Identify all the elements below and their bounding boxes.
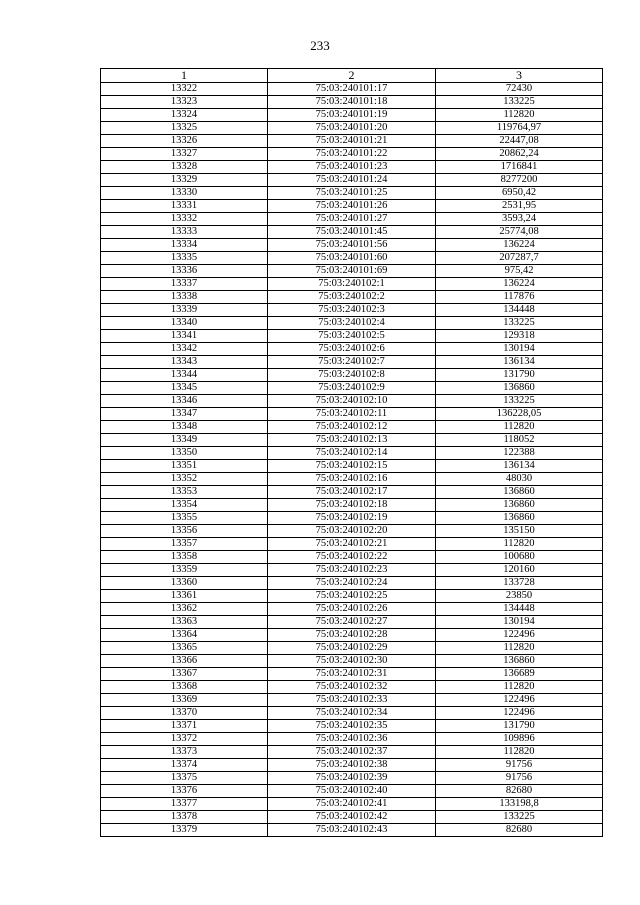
value-cell: 136134 [436, 356, 603, 369]
value-cell: 133198,8 [436, 798, 603, 811]
value-cell: 2531,95 [436, 200, 603, 213]
row-number-cell: 13336 [101, 265, 268, 278]
cadastral-number-cell: 75:03:240102:40 [268, 785, 436, 798]
table-row [101, 265, 603, 278]
row-number-cell: 13378 [101, 811, 268, 824]
row-number-cell: 13340 [101, 317, 268, 330]
table-row [101, 200, 603, 213]
value-cell: 131790 [436, 369, 603, 382]
value-cell: 136228,05 [436, 408, 603, 421]
cadastral-number-cell: 75:03:240102:29 [268, 642, 436, 655]
cadastral-number-cell: 75:03:240101:25 [268, 187, 436, 200]
value-cell: 133225 [436, 395, 603, 408]
row-number-cell: 13327 [101, 148, 268, 161]
table-row [101, 96, 603, 109]
table-row [101, 135, 603, 148]
table-row [101, 447, 603, 460]
table-row [101, 499, 603, 512]
row-number-cell: 13323 [101, 96, 268, 109]
data-table [100, 68, 603, 837]
cadastral-number-cell: 75:03:240101:45 [268, 226, 436, 239]
value-cell: 82680 [436, 785, 603, 798]
cadastral-number-cell: 75:03:240102:6 [268, 343, 436, 356]
row-number-cell: 13325 [101, 122, 268, 135]
table-row [101, 187, 603, 200]
row-number-cell: 13370 [101, 707, 268, 720]
cadastral-number-cell: 75:03:240102:37 [268, 746, 436, 759]
row-number-cell: 13368 [101, 681, 268, 694]
row-number-cell: 13334 [101, 239, 268, 252]
value-cell: 135150 [436, 525, 603, 538]
row-number-cell: 13376 [101, 785, 268, 798]
table-row [101, 460, 603, 473]
value-cell: 129318 [436, 330, 603, 343]
cadastral-number-cell: 75:03:240102:13 [268, 434, 436, 447]
row-number-cell: 13374 [101, 759, 268, 772]
row-number-cell: 13333 [101, 226, 268, 239]
row-number-cell: 13357 [101, 538, 268, 551]
cadastral-number-cell: 75:03:240102:1 [268, 278, 436, 291]
header-col-3: 3 [436, 69, 603, 83]
table-row [101, 772, 603, 785]
value-cell: 133225 [436, 317, 603, 330]
row-number-cell: 13371 [101, 720, 268, 733]
value-cell: 23850 [436, 590, 603, 603]
cadastral-number-cell: 75:03:240102:22 [268, 551, 436, 564]
cadastral-number-cell: 75:03:240102:9 [268, 382, 436, 395]
value-cell: 118052 [436, 434, 603, 447]
value-cell: 122496 [436, 707, 603, 720]
row-number-cell: 13335 [101, 252, 268, 265]
cadastral-number-cell: 75:03:240102:38 [268, 759, 436, 772]
cadastral-number-cell: 75:03:240101:60 [268, 252, 436, 265]
row-number-cell: 13359 [101, 564, 268, 577]
cadastral-number-cell: 75:03:240102:18 [268, 499, 436, 512]
value-cell: 122388 [436, 447, 603, 460]
cadastral-number-cell: 75:03:240101:24 [268, 174, 436, 187]
cadastral-number-cell: 75:03:240102:32 [268, 681, 436, 694]
row-number-cell: 13322 [101, 83, 268, 96]
table-row [101, 252, 603, 265]
table-row [101, 83, 603, 96]
row-number-cell: 13366 [101, 655, 268, 668]
cadastral-number-cell: 75:03:240102:15 [268, 460, 436, 473]
table-row [101, 369, 603, 382]
cadastral-number-cell: 75:03:240102:25 [268, 590, 436, 603]
table-row [101, 226, 603, 239]
value-cell: 25774,08 [436, 226, 603, 239]
row-number-cell: 13338 [101, 291, 268, 304]
table-row [101, 278, 603, 291]
value-cell: 136134 [436, 460, 603, 473]
value-cell: 136860 [436, 655, 603, 668]
cadastral-number-cell: 75:03:240102:7 [268, 356, 436, 369]
cadastral-number-cell: 75:03:240102:8 [268, 369, 436, 382]
row-number-cell: 13331 [101, 200, 268, 213]
table-row [101, 538, 603, 551]
table-row [101, 642, 603, 655]
table-row [101, 395, 603, 408]
table-row [101, 694, 603, 707]
table-row [101, 343, 603, 356]
cadastral-number-cell: 75:03:240102:31 [268, 668, 436, 681]
value-cell: 133225 [436, 96, 603, 109]
value-cell: 136860 [436, 512, 603, 525]
table-row [101, 421, 603, 434]
row-number-cell: 13341 [101, 330, 268, 343]
value-cell: 130194 [436, 616, 603, 629]
row-number-cell: 13343 [101, 356, 268, 369]
value-cell: 22447,08 [436, 135, 603, 148]
value-cell: 136689 [436, 668, 603, 681]
row-number-cell: 13363 [101, 616, 268, 629]
cadastral-number-cell: 75:03:240101:23 [268, 161, 436, 174]
cadastral-number-cell: 75:03:240102:21 [268, 538, 436, 551]
table-row [101, 603, 603, 616]
value-cell: 112820 [436, 746, 603, 759]
row-number-cell: 13372 [101, 733, 268, 746]
row-number-cell: 13332 [101, 213, 268, 226]
value-cell: 8277200 [436, 174, 603, 187]
cadastral-number-cell: 75:03:240102:27 [268, 616, 436, 629]
cadastral-number-cell: 75:03:240101:69 [268, 265, 436, 278]
cadastral-number-cell: 75:03:240101:19 [268, 109, 436, 122]
cadastral-number-cell: 75:03:240102:12 [268, 421, 436, 434]
row-number-cell: 13353 [101, 486, 268, 499]
value-cell: 122496 [436, 694, 603, 707]
row-number-cell: 13356 [101, 525, 268, 538]
cadastral-number-cell: 75:03:240101:21 [268, 135, 436, 148]
table-row [101, 746, 603, 759]
cadastral-number-cell: 75:03:240101:27 [268, 213, 436, 226]
cadastral-number-cell: 75:03:240102:36 [268, 733, 436, 746]
row-number-cell: 13355 [101, 512, 268, 525]
value-cell: 975,42 [436, 265, 603, 278]
table-row [101, 655, 603, 668]
value-cell: 112820 [436, 109, 603, 122]
row-number-cell: 13345 [101, 382, 268, 395]
cadastral-number-cell: 75:03:240102:2 [268, 291, 436, 304]
table-row [101, 304, 603, 317]
cadastral-number-cell: 75:03:240101:18 [268, 96, 436, 109]
row-number-cell: 13361 [101, 590, 268, 603]
cadastral-number-cell: 75:03:240102:17 [268, 486, 436, 499]
value-cell: 3593,24 [436, 213, 603, 226]
row-number-cell: 13342 [101, 343, 268, 356]
table-row [101, 707, 603, 720]
value-cell: 82680 [436, 824, 603, 837]
table-row [101, 486, 603, 499]
table-row [101, 330, 603, 343]
row-number-cell: 13362 [101, 603, 268, 616]
table-row [101, 382, 603, 395]
value-cell: 133728 [436, 577, 603, 590]
table-row [101, 122, 603, 135]
value-cell: 91756 [436, 759, 603, 772]
cadastral-number-cell: 75:03:240102:11 [268, 408, 436, 421]
table-row [101, 824, 603, 837]
row-number-cell: 13354 [101, 499, 268, 512]
value-cell: 134448 [436, 603, 603, 616]
value-cell: 119764,97 [436, 122, 603, 135]
value-cell: 48030 [436, 473, 603, 486]
row-number-cell: 13344 [101, 369, 268, 382]
cadastral-number-cell: 75:03:240102:26 [268, 603, 436, 616]
table-row [101, 239, 603, 252]
value-cell: 134448 [436, 304, 603, 317]
cadastral-number-cell: 75:03:240102:42 [268, 811, 436, 824]
cadastral-number-cell: 75:03:240102:35 [268, 720, 436, 733]
cadastral-number-cell: 75:03:240102:23 [268, 564, 436, 577]
table-row [101, 811, 603, 824]
row-number-cell: 13326 [101, 135, 268, 148]
cadastral-number-cell: 75:03:240102:4 [268, 317, 436, 330]
row-number-cell: 13369 [101, 694, 268, 707]
table-row [101, 577, 603, 590]
cadastral-number-cell: 75:03:240102:5 [268, 330, 436, 343]
value-cell: 20862,24 [436, 148, 603, 161]
row-number-cell: 13347 [101, 408, 268, 421]
table-row [101, 629, 603, 642]
row-number-cell: 13324 [101, 109, 268, 122]
value-cell: 109896 [436, 733, 603, 746]
value-cell: 207287,7 [436, 252, 603, 265]
table-row [101, 356, 603, 369]
value-cell: 100680 [436, 551, 603, 564]
row-number-cell: 13364 [101, 629, 268, 642]
row-number-cell: 13328 [101, 161, 268, 174]
table-row [101, 668, 603, 681]
cadastral-number-cell: 75:03:240102:28 [268, 629, 436, 642]
table-row [101, 616, 603, 629]
cadastral-number-cell: 75:03:240102:33 [268, 694, 436, 707]
page-number: 233 [310, 38, 330, 53]
table-row [101, 434, 603, 447]
cadastral-number-cell: 75:03:240102:20 [268, 525, 436, 538]
table-row [101, 564, 603, 577]
table-row [101, 733, 603, 746]
table-row [101, 161, 603, 174]
cadastral-number-cell: 75:03:240101:20 [268, 122, 436, 135]
value-cell: 136224 [436, 239, 603, 252]
row-number-cell: 13346 [101, 395, 268, 408]
table-row [101, 109, 603, 122]
value-cell: 136860 [436, 499, 603, 512]
row-number-cell: 13350 [101, 447, 268, 460]
value-cell: 131790 [436, 720, 603, 733]
table-row [101, 785, 603, 798]
row-number-cell: 13379 [101, 824, 268, 837]
cadastral-number-cell: 75:03:240101:17 [268, 83, 436, 96]
value-cell: 112820 [436, 681, 603, 694]
row-number-cell: 13330 [101, 187, 268, 200]
value-cell: 112820 [436, 538, 603, 551]
table-row [101, 525, 603, 538]
cadastral-number-cell: 75:03:240101:26 [268, 200, 436, 213]
table-row [101, 291, 603, 304]
value-cell: 133225 [436, 811, 603, 824]
value-cell: 120160 [436, 564, 603, 577]
cadastral-number-cell: 75:03:240102:16 [268, 473, 436, 486]
row-number-cell: 13352 [101, 473, 268, 486]
value-cell: 112820 [436, 421, 603, 434]
cadastral-number-cell: 75:03:240101:22 [268, 148, 436, 161]
table-row [101, 174, 603, 187]
cadastral-number-cell: 75:03:240102:3 [268, 304, 436, 317]
header-row [101, 69, 603, 83]
table-row [101, 759, 603, 772]
row-number-cell: 13375 [101, 772, 268, 785]
cadastral-number-cell: 75:03:240102:39 [268, 772, 436, 785]
value-cell: 136224 [436, 278, 603, 291]
row-number-cell: 13373 [101, 746, 268, 759]
table-row [101, 720, 603, 733]
value-cell: 112820 [436, 642, 603, 655]
cadastral-number-cell: 75:03:240102:24 [268, 577, 436, 590]
table-row [101, 213, 603, 226]
row-number-cell: 13349 [101, 434, 268, 447]
cadastral-number-cell: 75:03:240102:34 [268, 707, 436, 720]
row-number-cell: 13339 [101, 304, 268, 317]
table-row [101, 317, 603, 330]
cadastral-number-cell: 75:03:240102:19 [268, 512, 436, 525]
table-row [101, 590, 603, 603]
cadastral-number-cell: 75:03:240102:30 [268, 655, 436, 668]
table-body [101, 83, 603, 837]
value-cell: 6950,42 [436, 187, 603, 200]
value-cell: 117876 [436, 291, 603, 304]
table-row [101, 512, 603, 525]
row-number-cell: 13358 [101, 551, 268, 564]
cadastral-number-cell: 75:03:240101:56 [268, 239, 436, 252]
table-header [101, 69, 603, 83]
header-col-1: 1 [101, 69, 268, 83]
row-number-cell: 13351 [101, 460, 268, 473]
value-cell: 1716841 [436, 161, 603, 174]
cadastral-number-cell: 75:03:240102:14 [268, 447, 436, 460]
value-cell: 122496 [436, 629, 603, 642]
row-number-cell: 13348 [101, 421, 268, 434]
value-cell: 136860 [436, 486, 603, 499]
table-row [101, 681, 603, 694]
row-number-cell: 13367 [101, 668, 268, 681]
value-cell: 72430 [436, 83, 603, 96]
row-number-cell: 13365 [101, 642, 268, 655]
table-row [101, 408, 603, 421]
value-cell: 130194 [436, 343, 603, 356]
table-row [101, 473, 603, 486]
row-number-cell: 13377 [101, 798, 268, 811]
header-col-2: 2 [268, 69, 436, 83]
cadastral-number-cell: 75:03:240102:10 [268, 395, 436, 408]
table-row [101, 798, 603, 811]
row-number-cell: 13360 [101, 577, 268, 590]
table-row [101, 551, 603, 564]
cadastral-number-cell: 75:03:240102:41 [268, 798, 436, 811]
cadastral-number-cell: 75:03:240102:43 [268, 824, 436, 837]
value-cell: 136860 [436, 382, 603, 395]
value-cell: 91756 [436, 772, 603, 785]
row-number-cell: 13329 [101, 174, 268, 187]
row-number-cell: 13337 [101, 278, 268, 291]
table-row [101, 148, 603, 161]
